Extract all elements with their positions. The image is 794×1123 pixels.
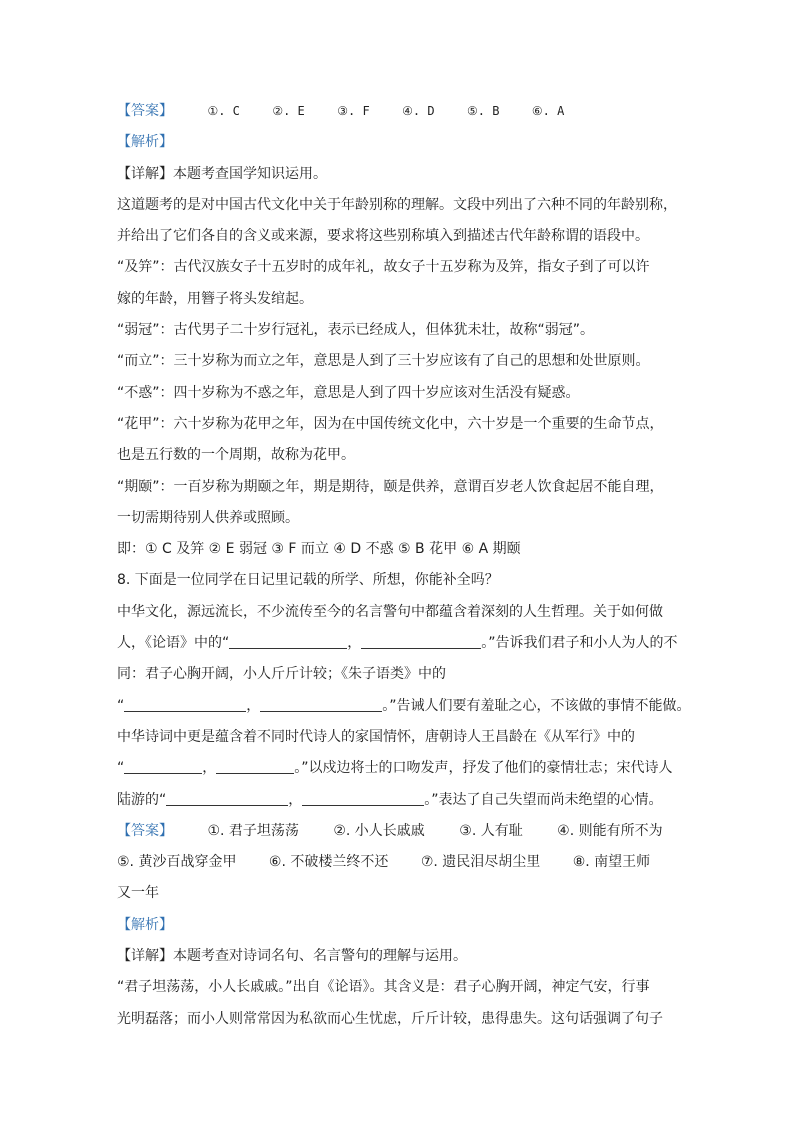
- paragraph-line: “花甲”：六十岁称为花甲之年，因为在中国传统文化中，六十岁是一个重要的生命节点，: [117, 415, 664, 432]
- paragraph-line: 也是五行数的一个周期，故称为花甲。: [117, 447, 355, 464]
- paragraph-line: 同：君子心胸开阔，小人斤斤计较；《朱子语类》中的: [117, 666, 446, 683]
- q8-detail-line: [117, 941, 687, 972]
- q7-analysis-line: [117, 127, 687, 158]
- answer-item: ⑥. 不破楼兰终不还: [268, 854, 389, 871]
- q8-answer-line-1: [117, 816, 687, 847]
- blank-7: [166, 791, 288, 806]
- blank-6: [216, 759, 294, 774]
- text-segment: 。”表达了自己失望而尚未绝望的心情。: [424, 791, 663, 808]
- text-segment: ，: [347, 635, 362, 652]
- paragraph-line: “及笄”：古代汉族女子十五岁时的成年礼，故女子十五岁称为及笄，指女子到了可以许: [117, 259, 650, 276]
- text-segment: ，: [246, 697, 261, 714]
- answer-item: ①. 君子坦荡荡: [207, 822, 299, 839]
- paragraph-line: 一切需期待别人供养或照顾。: [117, 509, 299, 526]
- blank-1: [229, 634, 347, 649]
- paragraph-line: 中华文化，源远流长，不少流传至今的名言警句中都蕴含着深刻的人生哲理。关于如何做: [117, 603, 663, 620]
- paragraph-line: “期颐”：一百岁称为期颐之年，期是期待，颐是供养，意谓百岁老人饮食起居不能自理，: [117, 478, 664, 495]
- q8-answer-line-2: [117, 847, 687, 878]
- blank-4: [260, 697, 382, 712]
- blank-8: [302, 791, 424, 806]
- text-segment: 。”以戍边将士的口吻发声，抒发了他们的豪情壮志；宋代诗人: [294, 760, 673, 777]
- detail-text: 本题考查对诗词名句、名言警句的理解与运用。: [173, 948, 467, 965]
- answer-item: ①. C: [207, 104, 240, 118]
- detail-text: 本题考查国学知识运用。: [173, 165, 327, 182]
- q7-detail-line: [117, 159, 687, 190]
- answer-tag: 【答案】: [117, 103, 173, 119]
- answer-item: ⑥. A: [531, 104, 565, 118]
- fill-blank-line: [117, 785, 687, 816]
- q7-answer-line: [117, 96, 687, 127]
- detail-tag: 【详解】: [117, 165, 173, 182]
- q8-title: 8. 下面是一位同学在日记里记载的所学、所想，你能补全吗？: [117, 572, 499, 589]
- fill-blank-line: [117, 753, 687, 784]
- answer-tag: 【答案】: [117, 822, 173, 839]
- q8-answer-line-3: 又一年: [117, 885, 159, 902]
- analysis-tag: 【解析】: [117, 916, 173, 933]
- detail-tag: 【详解】: [117, 948, 173, 965]
- paragraph-line: 嫁的年龄，用簪子将头发绾起。: [117, 290, 313, 307]
- text-segment: 陆游的“: [117, 791, 167, 808]
- blank-5: [124, 759, 202, 774]
- analysis-tag: 【解析】: [117, 134, 173, 151]
- paragraph-line: “而立”：三十岁称为而立之年，意思是人到了三十岁应该有了自己的思想和处世原则。: [117, 353, 650, 370]
- answer-item: ②. E: [272, 104, 305, 118]
- paragraph-line: 光明磊落；而小人则常常因为私欲而心生忧虑，斤斤计较，患得患失。这句话强调了句子: [117, 1010, 663, 1027]
- answer-item: ⑤. 黄沙百战穿金甲: [117, 854, 237, 871]
- answer-item: ⑦. 遗民泪尽胡尘里: [420, 854, 541, 871]
- paragraph-line: “君子坦荡荡，小人长戚戚。”出自《论语》。其含义是：君子心胸开阔，神定气安，行事: [117, 979, 650, 996]
- blank-3: [124, 697, 246, 712]
- summary-line: 即：① C 及笄 ② E 弱冠 ③ F 而立 ④ D 不惑 ⑤ B 花甲 ⑥ A 期颐: [117, 541, 521, 558]
- text-segment: 。”告诉我们君子和小人为人的不: [481, 635, 678, 652]
- q8-analysis-line: [117, 910, 687, 941]
- fill-blank-line: [117, 628, 687, 659]
- answer-item: ④. D: [402, 104, 435, 118]
- paragraph-line: 这道题考的是对中国古代文化中关于年龄别称的理解。文段中列出了六种不同的年龄别称，: [117, 196, 677, 213]
- fill-blank-line: [117, 691, 691, 722]
- answer-item: ⑤. B: [467, 104, 500, 118]
- answer-item: ②. 小人长戚戚: [333, 822, 425, 839]
- text-segment: ，: [288, 791, 303, 808]
- text-segment: “: [117, 697, 125, 714]
- text-segment: ，: [202, 760, 217, 777]
- text-segment: “: [117, 760, 125, 777]
- blank-2: [361, 634, 481, 649]
- answer-item: ⑧. 南望王师: [572, 854, 651, 871]
- paragraph-line: 中华诗词中更是蕴含着不同时代诗人的家国情怀，唐朝诗人王昌龄在《从军行》中的: [117, 728, 635, 745]
- paragraph-line: “弱冠”：古代男子二十岁行冠礼，表示已经成人，但体犹未壮，故称“弱冠”。: [117, 322, 595, 339]
- document-page: [117, 96, 691, 1035]
- text-segment: 人，《论语》中的“: [117, 635, 230, 652]
- answer-item: ③. F: [337, 104, 370, 118]
- answer-item: ③. 人有耻: [459, 822, 523, 839]
- paragraph-line: “不惑”：四十岁称为不惑之年，意思是人到了四十岁应该对生活没有疑惑。: [117, 384, 580, 401]
- text-segment: 。”告诫人们要有羞耻之心，不该做的事情不能做。: [382, 697, 691, 714]
- paragraph-line: 并给出了它们各自的含义或来源，要求将这些别称填入到描述古代年龄称谓的语段中。: [117, 228, 649, 245]
- answer-item: ④. 则能有所不为: [557, 822, 663, 839]
